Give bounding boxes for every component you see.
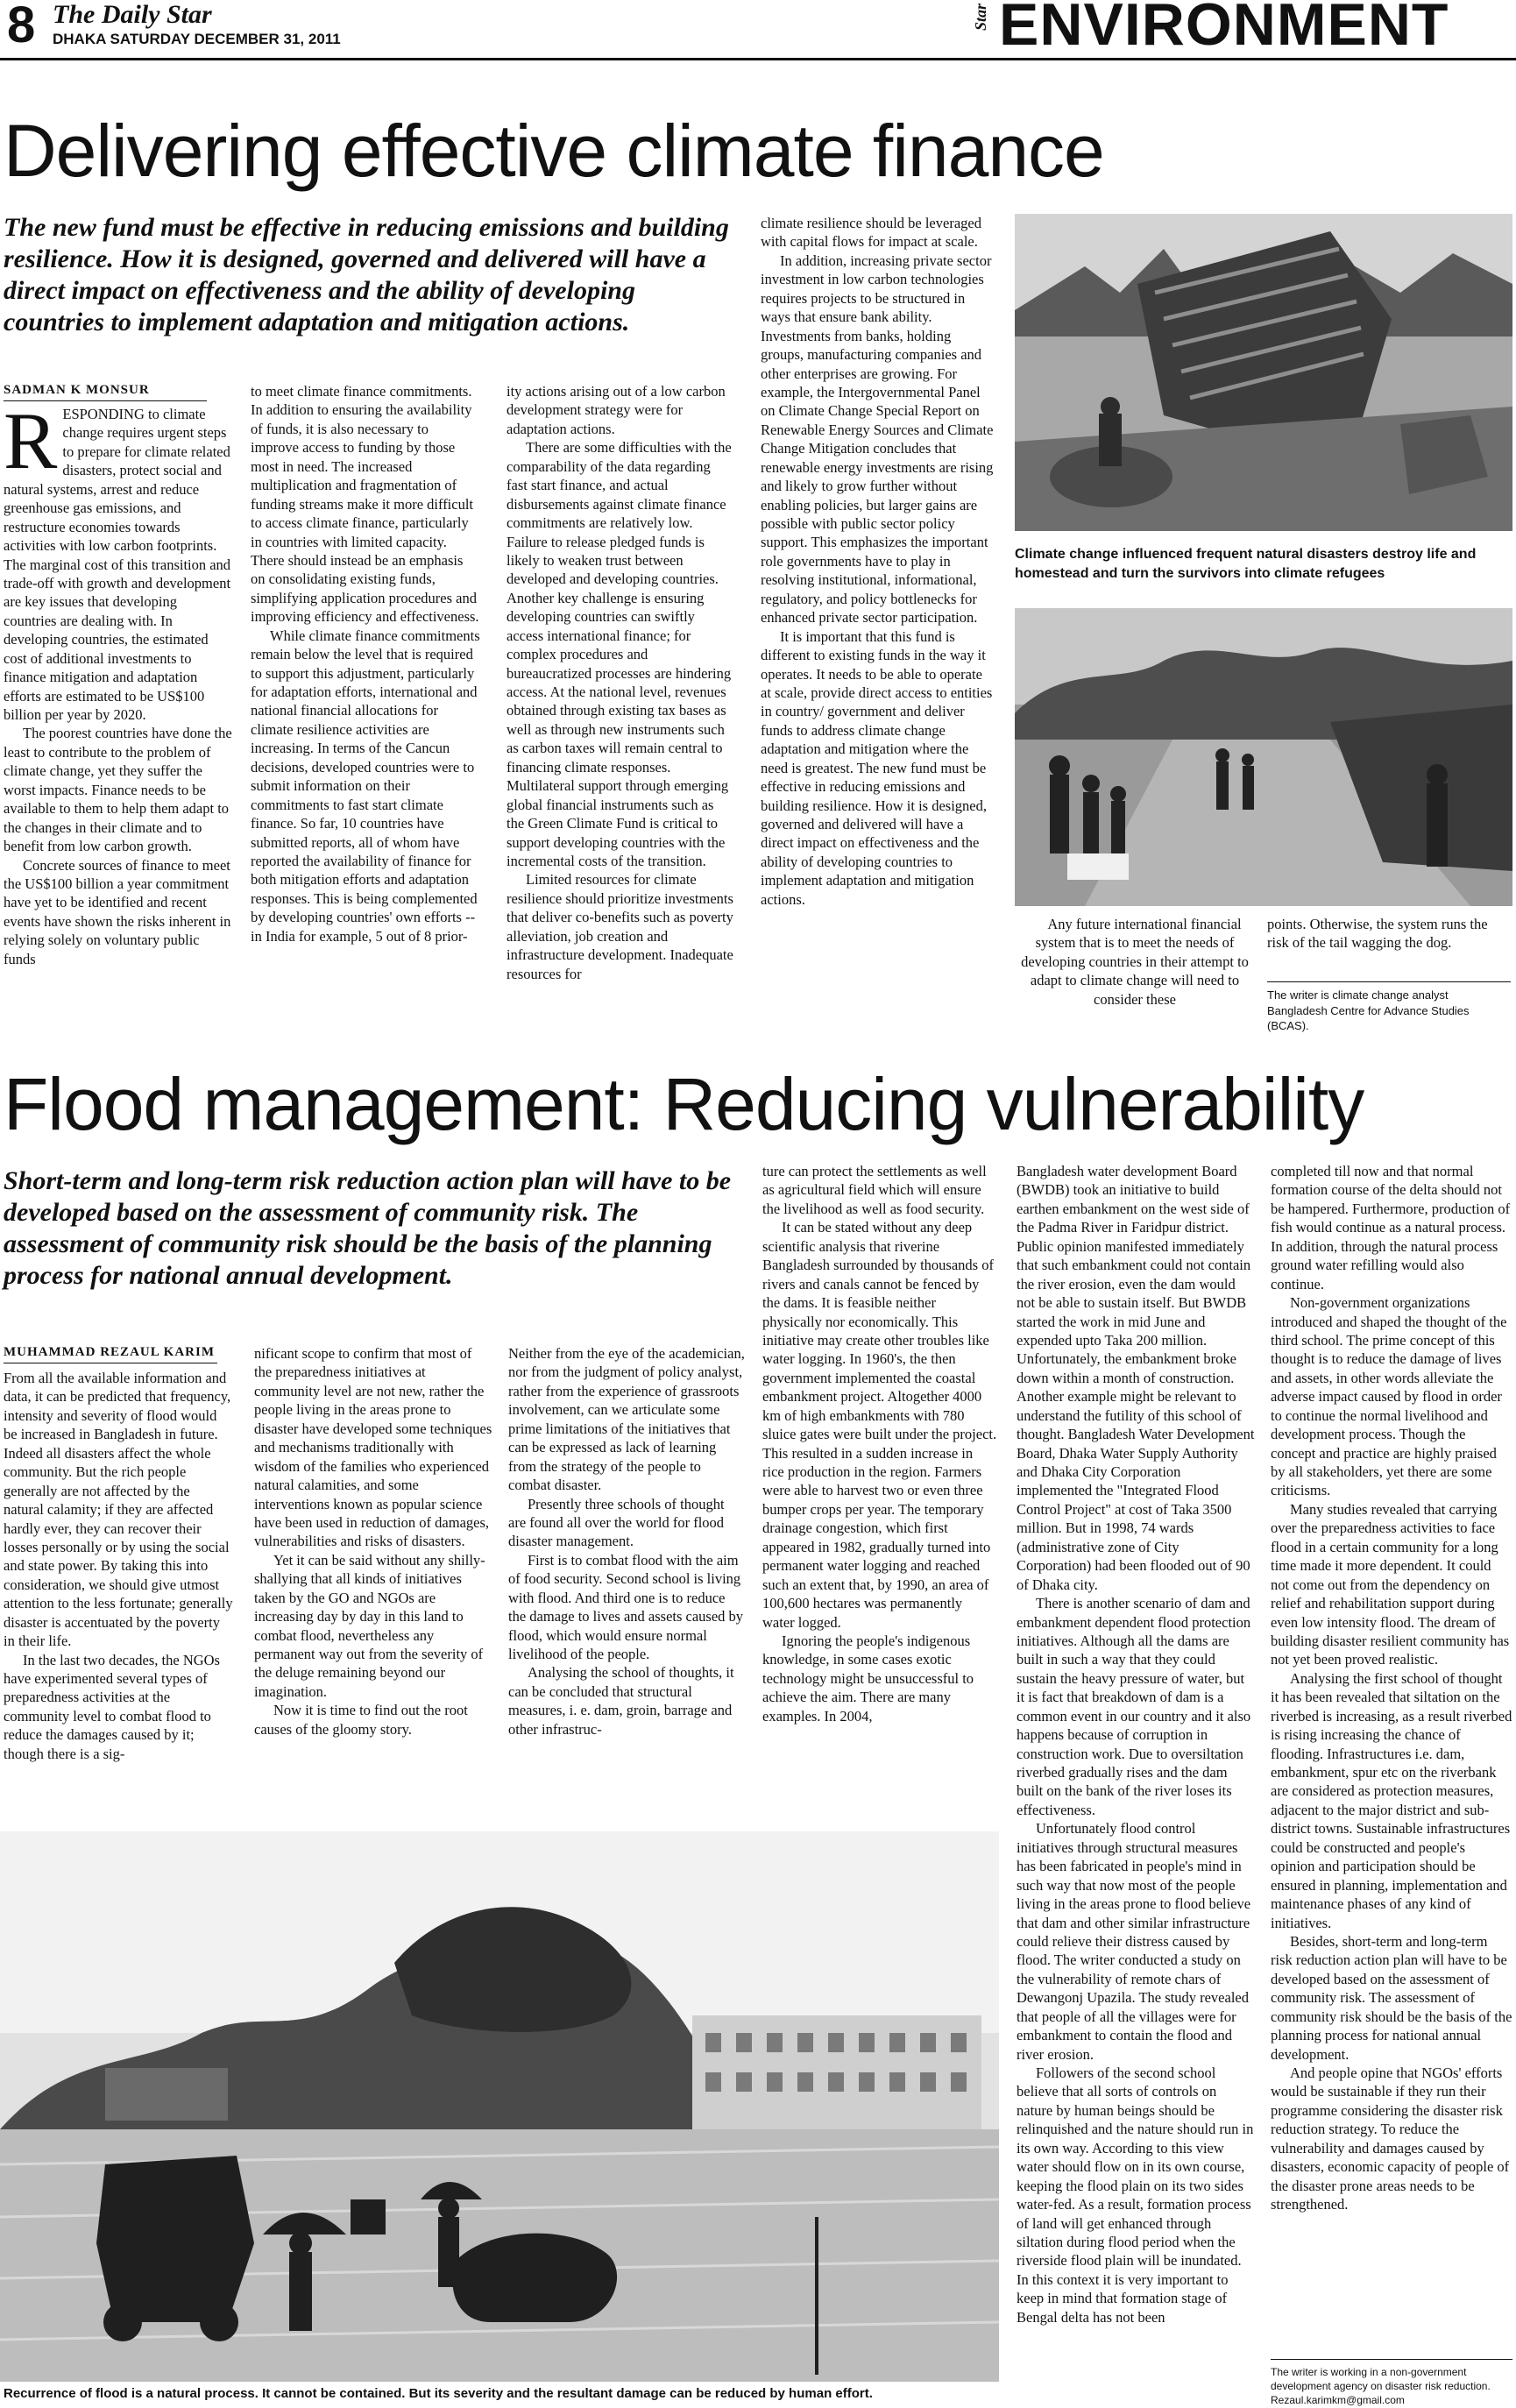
article2-headline: Flood management: Reducing vulnerability — [4, 1063, 1364, 1145]
flood-street-photo — [0, 1831, 999, 2382]
article2-byline: MUHAMMAD REZAUL KARIM — [4, 1346, 217, 1363]
disaster-photo-collapsed-hut — [1015, 214, 1512, 531]
article2-author-note: The writer is working in a non-government development agency on disaster risk reduction. Rezaul.karimkm@gmail.com — [1271, 2359, 1512, 2408]
article1-column-3: ity actions arising out of a low carbon development strategy were for adaptation actions. There are some difficulties with the comparability of the data regarding fast start finance, and actual disbursements against climate finance commitments are relatively low. Failure to release pledged funds is likely to weaken trust between developed and developing countries. Another key challenge is ensuring developing countries can swiftly access international finance; for complex procedures and bureaucratized processes are hindering access. At the national level, revenues obtained through existing tax bases as well as through new instruments such as carbon taxes will remain central to financing climate responses. Multilateral support through emerging global financial instruments such as the Green Climate Fund is critical to support developing countries with the incremental costs of the transition. Limited resources for climate resilience should prioritize investments that deliver co-benefits such as poverty alleviation, job creation and infrastructure development. Inadequate resources for — [507, 383, 733, 982]
article2-standfirst: Short-term and long-term risk reduction action plan will have to be developed based on the assessment of community risk. The assessment of community risk should be the basis of the planning process for national annual development. — [4, 1166, 732, 1290]
article1-author-note: The writer is climate change analyst Bangladesh Centre for Advance Studies (BCAS). — [1267, 981, 1511, 1034]
article1-column-1: RESPONDING to climate change requires urgent steps to prepare for climate related disasters, protect social and natural systems, arrest and reduce greenhouse gas emissions, and restructure economies towards activities with low carbon footprints. The marginal cost of this transition and trade-off with growth and development are key issues that developing countries are dealing with. In developing countries, the estimated cost of additional investments to finance mitigation and adaptation efforts are estimated to be US$100 billion per year by 2020. The poorest countries have done the least to contribute to the problem of climate change, yet they suffer the worst impacts. Finance needs to be available to them to help them adapt to the changes in their climate and to benefit from low carbon growth. Concrete sources of finance to meet the US$100 billion a year commitment have yet to be identified and recent events have shown the risks inherent in relying solely on voluntary public funds — [4, 396, 232, 967]
article1-standfirst: The new fund must be effective in reducing emissions and building resilience. How it is designed, governed and delivered will have a direct impact on effectiveness and the ability of developing countries to implement adaptation and mitigation actions. — [4, 213, 729, 336]
article2-column-1: From all the available information and data, it can be predicted that frequency, intensity and severity of flood would be increased in Bangladesh in future. Indeed all disasters affect the whole community. But the rich people generally are not affected by the natural calamity; if they are affected hardly ever, they can recover their losses personally or by using the social and state power. By taking this into consideration, we should give utmost attention to the less fortunate; generally disaster is accentuated by the poverty in their life. In the last two decades, the NGOs have experimented several types of preparedness activities at the community level to combat flood to reduce the damages caused by it; though there is a sig- — [4, 1370, 233, 1762]
paper-logo: The Daily Star — [53, 0, 212, 29]
section-title: ENVIRONMENT — [999, 0, 1449, 58]
article2-column-6: completed till now and that normal formation course of the delta should not be hampered. Furthermore, production of fish would continue as a natural process. In addition, through the natural process ground water refilling would also continue. Non-government organizations introduced and shaped the thought of the third school. The prime concept of this thought is to reduce the damage of lives and assets, in other words alleviate the adverse impact caused by flood in order to continue the normal livelihood and development process. Though the concept and practice are highly praised by all stakeholders, yet there are some criticisms. Many studies revealed that carrying over the preparedness activities to face flood in a certain community for a long time made it more dependent. It could not come out from the dependency on relief and rehabilitation support during even low intensity flood. The dream of building disaster resilient community has not yet been proved realistic. Analysing the first school of thought it has been revealed that siltation on the riverbed is increasing, as a result riverbed is rising increasing the chance of flooding. Infrastructures i.e. dam, embankment, spur etc on the riverbank are considered as protection measures, adjacent to the major district and sub-district towns. Sustainable infrastructures could be constructed and people's opinion and participation should be ensured in planning, implementation and maintenance phases of any kind of initiatives. Besides, short-term and long-term risk reduction action plan will have to be developed based on the assessment of community risk. The assessment of community risk should be the basis of the planning process for national annual development. And people opine that NGOs' efforts would be sustainable if they run their programme considering the disaster risk reduction strategy. To reduce the vulnerability and damages caused by disasters, economic capacity of people of the disaster prone areas needs to be strengthened. — [1271, 1163, 1512, 2213]
section-star-logo: Star — [972, 4, 989, 32]
article2-photo-caption: Recurrence of flood is a natural process. It cannot be contained. But its severity and the resultant damage can be reduced by human effort. — [4, 2386, 873, 2401]
article1-column-6: points. Otherwise, the system runs the risk of the tail wagging the dog. — [1267, 916, 1488, 952]
article2-column-4: ture can protect the settlements as well as agricultural field which will ensure the livelihood as well as food security. It can be stated without any deep scientific analysis that riverine Bangladesh surrounded by thousands of rivers and canals cannot be fenced by the dams. It is feasible neither physically nor economically. This initiative may create other troubles like water logging. In 1960's, the then government implemented the coastal embankment project. Altogether 4000 km of high embankments with 780 sluice gates were built under the project. This resulted in a sudden increase in rice production in the region. Farmers were able to harvest two or even three bumper crops per year. The temporary drainage congestion, which first appeared in 1982, gradually turned into permanent water logging and reached such an extent that, by 1990, an area of 100,600 hectares was permanently water logged. Ignoring the people's indigenous knowledge, in some cases exotic technology might be unsuccessful to achieve the aim. There are many examples. In 2004, — [762, 1163, 997, 1725]
article1-column-2: to meet climate finance commitments. In addition to ensuring the availability of funds, it is also necessary to improve access to funding by those most in need. The increased multiplication and fragmentation of funding streams make it more difficult to access climate finance, particularly in countries with limited capacity. There should instead be an emphasis on consolidating existing funds, simplifying application procedures and improving efficiency and effectiveness. While climate finance commitments remain below the level that is required to support this adjustment, particularly for adaptation efforts, international and national financial allocations for climate resilience activities are increasing. In terms of the Cancun decisions, developed countries were to submit information on their commitments to fast start climate finance. So far, 10 countries have submitted reports, all of whom have reported the availability of finance for both mitigation efforts and adaptation responses. This is being complemented by developing countries' own efforts -- in India for example, 5 out of 8 prior- — [251, 383, 480, 945]
article2-column-2: nificant scope to confirm that most of the preparedness initiatives at community level are not new, rather the people living in the areas prone to disaster have developed some techniques and mechanisms traditionally with wisdom of the families who experienced natural calamities, and some interventions known as popular science have been used in reduction of damages, vulnerabilities and risks of disasters. Yet it can be said without any shilly-shallying that all kinds of initiatives taken by the GO and NGOs are increasing day by day in this land to combat flood, nevertheless any permanent way out from the severity of the deluge remaining beyond our imagination. Now it is time to find out the root causes of the gloomy story. — [254, 1345, 492, 1738]
climate-refugees-photo — [1015, 608, 1512, 906]
article2-column-3: Neither from the eye of the academician, nor from the judgment of policy analyst, rather from the experience of grassroots involvement, can we articulate some prime limitations of the initiatives that can be expressed as lack of learning from the strategy of the people to combat disaster. Presently three schools of thought are found all over the world for flood disaster management. First is to combat flood with the aim of food security. Second school is living with flood. And third one is to reduce the damage to lives and assets caused by flood, which would ensure normal livelihood of the people. Analysing the school of thoughts, it can be concluded that structural measures, i. e. dam, groin, barrage and other infrastruc- — [508, 1345, 745, 1738]
article1-column-4: climate resilience should be leveraged with capital flows for impact at scale. In addition, increasing private sector investment in low carbon technologies requires projects to be structured in ways that ensure bank ability. Investments from banks, holding groups, manufacturing companies and other enterprises are growing. For example, the Intergovernmental Panel on Climate Change Special Report on Renewable Energy Sources and Climate Change Mitigation concludes that renewable energy investments are rising and likely to grow further without enabling policies, but larger gains are possible with public sector policy support. This emphasizes the important role governments have to play in resolving institutional, informational, regulatory, and policy bottlenecks for enhanced private sector participation. It is important that this fund is different to existing funds in the way it operates. It needs to be able to operate at scale, provide direct access to entities in country/ government and deliver funds to address climate change adaptation and mitigation where the need is greatest. The new fund must be effective in reducing emissions and building resilience. How it is designed, governed and delivered will have a direct impact on effectiveness and the ability of developing countries to implement adaptation and mitigation actions. — [761, 215, 994, 908]
article1-column-5: Any future international financial system that is to meet the needs of developing countries in their attempt to adapt to climate change will need to consider these — [1021, 916, 1249, 1008]
dateline: DHAKA SATURDAY DECEMBER 31, 2011 — [53, 31, 341, 47]
article1-photo-caption: Climate change influenced frequent natural disasters destroy life and homestead and turn the survivors into climate refugees — [1015, 547, 1477, 581]
article2-column-5: Bangladesh water development Board (BWDB) took an initiative to build earthen embankment on the west side of the Padma River in Faridpur district. Public opinion manifested immediately that such embankment could not contain the river erosion, even the dam would not be able to sustain itself. But BWDB started the work in mid June and expended upto Taka 200 million. Unfortunately, the embankment broke down within a month of construction. Another example might be relevant to understand the futility of this school of thought. Bangladesh Water Development Board, Dhaka Water Supply Authority and Dhaka City Corporation implemented the "Integrated Flood Control Project" at cost of Taka 3500 million. But in 1998, 74 wards (administrative zone of City Corporation) had been flooded out of 90 of Dhaka city. There is another scenario of dam and embankment dependent flood protection initiatives. Although all the dams are built in such a way that they could sustain the heavy pressure of water, but it is fact that breakdown of dam is a common event in our country and it also happens because of corruption in construction work. Due to oversiltation riverbed gradually rises and the dam built on the bank of the river loses its effectiveness. Unfortunately flood control initiatives through structural measures has been fabricated in people's mind in such way that now most of the people living in the areas prone to flood believe that dam and other similar infrastructure could relieve their distress caused by flood. The writer conducted a study on the vulnerability of remote chars of Dewangonj Upazila. The study revealed that people of all the villages were for embankment to contain the flood and river erosion. Followers of the second school believe that all sorts of controls on nature by human beings should be relinquished and the nature should run in its own way. According to this view water should flow on in its own course, keeping the flood plain on its two sides water-fed. As a result, formation process of land will get enhanced through siltation during flood period when the riverside flood plain will be inundated. In this context it is very important to keep in mind that formation stage of Bengal delta has not been — [1017, 1163, 1255, 2326]
article1-headline: Delivering effective climate finance — [4, 110, 1104, 192]
masthead-rule — [0, 58, 1516, 60]
page-number: 8 — [7, 0, 36, 53]
article1-byline: SADMAN K MONSUR — [4, 384, 207, 401]
dropcap: R — [4, 396, 58, 485]
